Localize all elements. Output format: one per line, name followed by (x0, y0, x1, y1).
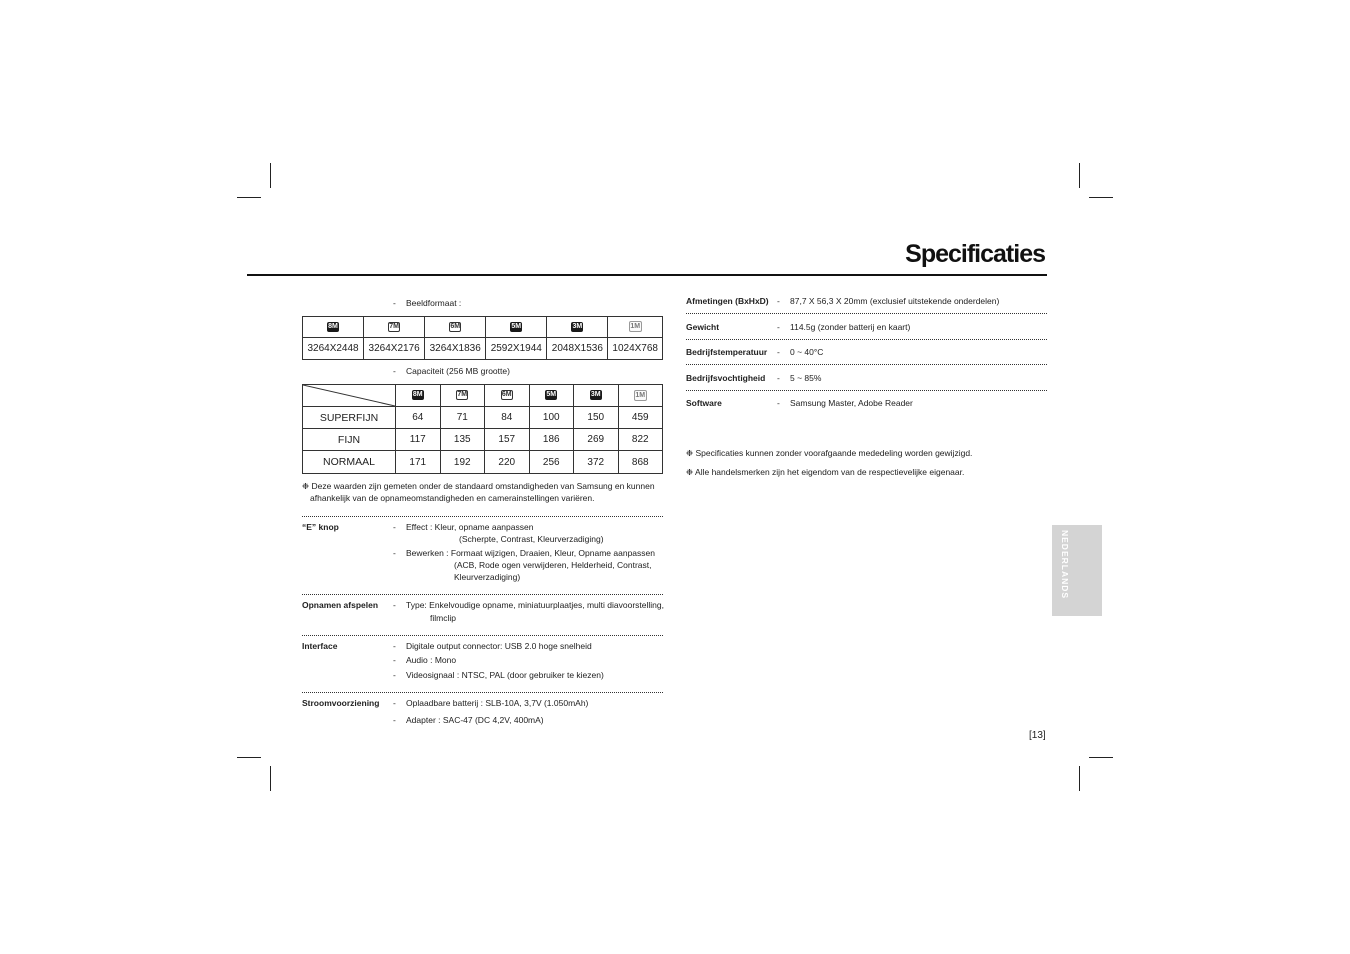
capacity-value: 135 (440, 429, 485, 451)
spec-value-row: - 87,7 X 56,3 X 20mm (exclusief uitstekende onderdelen) (777, 296, 1000, 306)
spec-value-row: - Samsung Master, Adobe Reader (777, 398, 913, 408)
playback-line1: Type: Enkelvoudige opname, miniatuurplaatjes, multi diavoorstelling, (406, 600, 664, 610)
cap-7m-icon: 7M (457, 391, 468, 399)
capacity-value: 459 (618, 407, 663, 429)
capacity-value: 150 (574, 407, 619, 429)
capacity-table (302, 384, 663, 474)
divider (686, 390, 1047, 391)
divider (302, 692, 663, 693)
cap-5m-icon: 5M (546, 391, 557, 399)
cap-icon-cell (396, 385, 441, 407)
spec-value-row: - 114.5g (zonder batterij en kaart) (777, 322, 911, 332)
size-value: 3264X1836 (425, 338, 486, 360)
capacity-note-line1: Deze waarden zijn gemeten onder de standaard omstandigheden van Samsung en kunnen (311, 481, 655, 491)
capacity-value: 372 (574, 451, 619, 474)
crop-mark (270, 163, 271, 188)
crop-mark (1079, 766, 1080, 791)
crop-mark (270, 766, 271, 791)
capacity-value: 269 (574, 429, 619, 451)
size-icon-cell (486, 317, 547, 338)
power-item: - Adapter : SAC-47 (DC 4,2V, 400mA) (393, 715, 544, 725)
spec-value-row: - 5 ~ 85% (777, 373, 822, 383)
crop-mark (237, 197, 261, 198)
spec-value: 0 ~ 40°C (790, 347, 824, 357)
quality-label: FIJN (303, 429, 396, 451)
page-number: [13] (1029, 730, 1046, 741)
spec-label: Gewicht (686, 322, 720, 332)
playback-line2: filmclip (430, 613, 456, 623)
playback-type: - Type: Enkelvoudige opname, miniatuurplaatjes, multi diavoorstelling, (393, 600, 664, 610)
effect-line1: Effect : Kleur, opname aanpassen (406, 522, 534, 532)
power-item-text: Oplaadbare batterij : SLB-10A, 3,7V (1.050mAh) (406, 698, 589, 708)
capacity-value: 186 (529, 429, 574, 451)
interface-label: Interface (302, 641, 338, 651)
note-icon: ❉ (686, 467, 694, 477)
spec-label: Bedrijfsvochtigheid (686, 373, 766, 383)
quality-label: SUPERFIJN (303, 407, 396, 429)
interface-item: - Audio : Mono (393, 655, 457, 665)
capacity-note (302, 480, 655, 492)
capacity-value: 71 (440, 407, 485, 429)
playback-label: Opnamen afspelen (302, 600, 379, 610)
e-knop-bewerken: - Bewerken : Formaat wijzigen, Draaien, Kleur, Opname aanpassen (393, 548, 655, 558)
capacity-value: 117 (396, 429, 441, 451)
diagonal-line (303, 385, 395, 406)
size-icon-cell (364, 317, 425, 338)
size-8m-icon: 8M (328, 322, 338, 330)
e-knop-label: “E” knop (302, 522, 339, 532)
cap-icon-cell (529, 385, 574, 407)
spec-value: 5 ~ 85% (790, 373, 822, 383)
spec-value: 114.5g (zonder batterij en kaart) (790, 322, 911, 332)
language-tab-label: NEDERLANDS (1060, 530, 1070, 600)
crop-mark (1089, 757, 1113, 758)
size-1m-icon: 1M (630, 323, 641, 331)
right-note (686, 447, 972, 459)
size-icon-cell (608, 317, 663, 338)
capacity-label: Capaciteit (256 MB grootte) (406, 366, 510, 376)
power-item-text: Adapter : SAC-47 (DC 4,2V, 400mA) (406, 715, 544, 725)
size-value: 3264X2176 (364, 338, 425, 360)
interface-item: - Digitale output connector: USB 2.0 hoge snelheid (393, 641, 592, 651)
capacity-note-line2: afhankelijk van de opnameomstandigheden en camerainstellingen variëren. (310, 493, 595, 503)
size-value: 2048X1536 (547, 338, 608, 360)
image-size-table (302, 316, 663, 360)
note-icon: ❉ (686, 448, 694, 458)
interface-item-text: Videosignaal : NTSC, PAL (door gebruiker te kiezen) (406, 670, 604, 680)
divider (686, 339, 1047, 340)
size-icon-cell (547, 317, 608, 338)
capacity-value: 192 (440, 451, 485, 474)
size-value: 2592X1944 (486, 338, 547, 360)
divider (686, 364, 1047, 365)
cap-3m-icon: 3M (590, 391, 601, 399)
table-row (303, 407, 663, 429)
effect-line2: (Scherpte, Contrast, Kleurverzadiging) (459, 534, 604, 544)
right-note-text: Specificaties kunnen zonder voorafgaande mededeling worden gewijzigd. (695, 448, 973, 458)
diagonal-header-cell (303, 385, 396, 407)
spec-label: Software (686, 398, 722, 408)
crop-mark (1089, 197, 1113, 198)
right-note-text: Alle handelsmerken zijn het eigendom van de respectievelijke eigenaar. (695, 467, 965, 477)
cap-icon-cell (485, 385, 530, 407)
cap-icon-cell (440, 385, 485, 407)
bewerken-line1: Bewerken : Formaat wijzigen, Draaien, Kleur, Opname aanpassen (406, 548, 655, 558)
table-row (303, 429, 663, 451)
size-icon-cell (303, 317, 364, 338)
size-7m-icon: 7M (389, 322, 399, 330)
spec-value: 87,7 X 56,3 X 20mm (exclusief uitstekende onderdelen) (790, 296, 1000, 306)
interface-item-text: Digitale output connector: USB 2.0 hoge snelheid (406, 641, 592, 651)
capacity-value: 822 (618, 429, 663, 451)
cap-icon-cell (574, 385, 619, 407)
cap-1m-icon: 1M (635, 391, 646, 399)
capacity-value: 220 (485, 451, 530, 474)
image-size-label-row: - Beeldformaat : (393, 298, 462, 308)
crop-mark (237, 757, 261, 758)
spec-value: Samsung Master, Adobe Reader (790, 398, 913, 408)
interface-item: - Videosignaal : NTSC, PAL (door gebruiker te kiezen) (393, 670, 604, 680)
size-value: 1024X768 (608, 338, 663, 360)
divider (302, 635, 663, 636)
size-icon-cell (425, 317, 486, 338)
e-knop-effect: - Effect : Kleur, opname aanpassen (393, 522, 534, 532)
power-label: Stroomvoorziening (302, 698, 380, 708)
size-value: 3264X2448 (303, 338, 364, 360)
size-5m-icon: 5M (511, 322, 522, 330)
capacity-label-row: - Capaciteit (256 MB grootte) (393, 366, 510, 376)
capacity-value: 256 (529, 451, 574, 474)
quality-label: NORMAAL (303, 451, 396, 474)
capacity-value: 100 (529, 407, 574, 429)
divider (686, 313, 1047, 314)
bewerken-line2: (ACB, Rode ogen verwijderen, Helderheid, Contrast, (454, 560, 652, 570)
divider (302, 594, 663, 595)
capacity-value: 64 (396, 407, 441, 429)
size-3m-icon: 3M (572, 322, 583, 330)
divider (302, 516, 663, 517)
cap-6m-icon: 6M (501, 391, 512, 399)
capacity-value: 157 (485, 429, 530, 451)
capacity-value: 868 (618, 451, 663, 474)
title-rule (247, 274, 1047, 276)
power-item: - Oplaadbare batterij : SLB-10A, 3,7V (1.050mAh) (393, 698, 589, 708)
size-6m-icon: 6M (450, 322, 461, 330)
table-row (303, 451, 663, 474)
bewerken-line3: Kleurverzadiging) (454, 572, 521, 582)
cap-icon-cell (618, 385, 663, 407)
spec-label: Afmetingen (BxHxD) (686, 296, 769, 306)
interface-item-text: Audio : Mono (406, 655, 457, 665)
image-size-label: Beeldformaat : (406, 298, 462, 308)
spec-value-row: - 0 ~ 40°C (777, 347, 824, 357)
right-note (686, 466, 964, 478)
crop-mark (1079, 163, 1080, 188)
page-title: Specificaties (905, 240, 1045, 268)
capacity-value: 84 (485, 407, 530, 429)
spec-label: Bedrijfstemperatuur (686, 347, 768, 357)
capacity-value: 171 (396, 451, 441, 474)
cap-8m-icon: 8M (412, 391, 423, 399)
note-icon: ❉ (302, 481, 310, 491)
